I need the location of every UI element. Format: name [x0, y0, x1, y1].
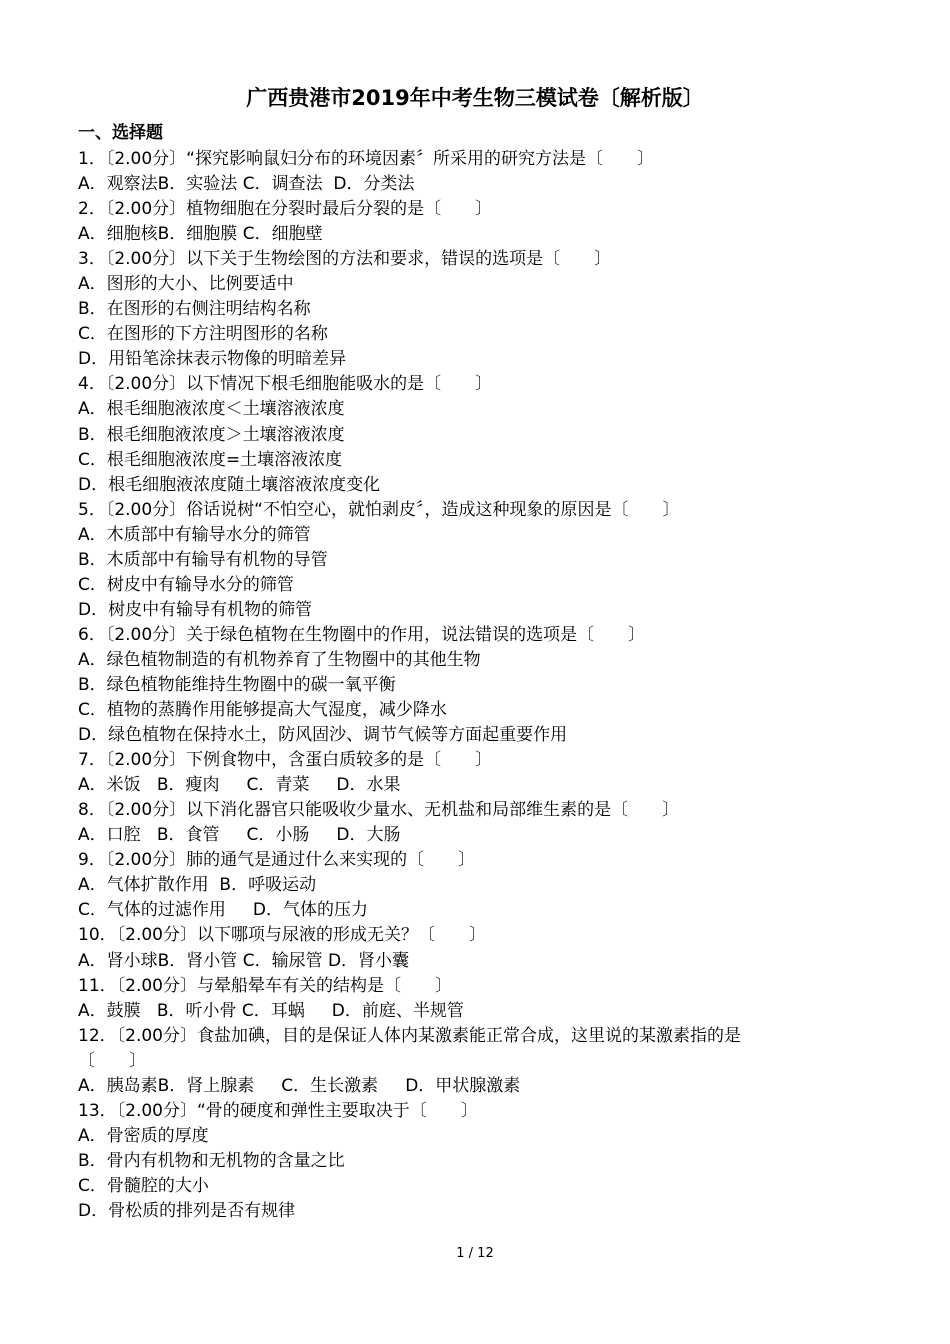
- option-line: A．鼓膜 B．听小骨 C．耳蜗 D．前庭、半规管: [78, 1000, 464, 1021]
- option-line: C．树皮中有输导水分的筛管: [78, 574, 294, 595]
- option-line: B．根毛细胞液浓度＞土壤溶液浓度: [78, 424, 345, 445]
- option-line: A．绿色植物制造的有机物养育了生物圈中的其他生物: [78, 649, 481, 670]
- option-line: D．用铅笔涂抹表示物像的明暗差异: [78, 349, 347, 370]
- option-line: A．气体扩散作用 B．呼吸运动: [78, 875, 317, 896]
- option-line: C．根毛细胞液浓度=土壤溶液浓度: [78, 449, 343, 470]
- question-line: 9．〔2.00分〕肺的通气是通过什么来实现的〔 〕: [78, 850, 476, 871]
- option-line: C．植物的蒸腾作用能够提高大气湿度，减少降水: [78, 700, 447, 721]
- option-line: A．口腔 B．食管 C．小肠 D．大肠: [78, 825, 401, 846]
- question-list: [78, 147, 888, 1224]
- section-heading: 一、选择题: [78, 123, 163, 143]
- option-line: B．木质部中有输导有机物的导管: [78, 549, 328, 570]
- question-line: 7．〔2.00分〕下例食物中，含蛋白质较多的是〔 〕: [78, 750, 493, 771]
- question-line-continued: 〔 〕: [78, 1050, 146, 1071]
- option-line: A．米饭 B．瘦肉 C．青菜 D．水果: [78, 775, 401, 796]
- option-line: A．肾小球B．肾小管 C．输尿管 D．肾小囊: [78, 950, 410, 971]
- option-line: D．骨松质的排列是否有规律: [78, 1200, 296, 1221]
- option-line: C．在图形的下方注明图形的名称: [78, 324, 328, 345]
- option-line: A．胰岛素B．肾上腺素 C．生长激素 D．甲状腺激素: [78, 1075, 521, 1096]
- option-line: D．绿色植物在保持水土，防风固沙、调节气候等方面起重要作用: [78, 725, 568, 746]
- option-line: D．树皮中有输导有机物的筛管: [78, 599, 313, 620]
- option-line: A．根毛细胞液浓度＜土壤溶液浓度: [78, 399, 345, 420]
- page-number: 1 / 12: [456, 1246, 494, 1261]
- question-line: 13．〔2.00分〕“骨的硬度和弹性主要取决于〔 〕: [78, 1100, 478, 1121]
- option-line: A．骨密质的厚度: [78, 1125, 209, 1146]
- question-line: 2．〔2.00分〕植物细胞在分裂时最后分裂的是〔 〕: [78, 199, 493, 220]
- question-line: 12．〔2.00分〕食盐加碘，目的是保证人体内某激素能正常合成，这里说的某激素指的是: [78, 1025, 741, 1046]
- question-line: 11．〔2.00分〕与晕船晕车有关的结构是〔 〕: [78, 975, 452, 996]
- option-line: A．木质部中有输导水分的筛管: [78, 524, 311, 545]
- option-line: C．气体的过滤作用 D．气体的压力: [78, 900, 368, 921]
- option-line: A．图形的大小、比例要适中: [78, 274, 294, 295]
- option-line: B．在图形的右侧注明结构名称: [78, 299, 311, 320]
- option-line: C．骨髓腔的大小: [78, 1175, 209, 1196]
- question-line: 3．〔2.00分〕以下关于生物绘图的方法和要求，错误的选项是〔 〕: [78, 249, 612, 270]
- option-line: D．根毛细胞液浓度随土壤溶液浓度变化: [78, 474, 381, 495]
- question-line: 4．〔2.00分〕以下情况下根毛细胞能吸水的是〔 〕: [78, 374, 493, 395]
- option-line: A．观察法B．实验法 C．调查法 D．分类法: [78, 174, 415, 195]
- question-line: 1．〔2.00分〕“探究影响鼠妇分布的环境因素〞所采用的研究方法是〔 〕: [78, 149, 654, 169]
- question-line: 10．〔2.00分〕以下哪项与尿液的形成无关？〔 〕: [78, 925, 486, 946]
- option-line: A．细胞核B．细胞膜 C．细胞壁: [78, 224, 323, 245]
- question-line: 5．〔2.00分〕俗话说树“不怕空心，就怕剥皮〞，造成这种现象的原因是〔 〕: [78, 499, 680, 520]
- option-line: B．绿色植物能维持生物圈中的碳一氧平衡: [78, 674, 396, 695]
- question-line: 8．〔2.00分〕以下消化器官只能吸收少量水、无机盐和局部维生素的是〔 〕: [78, 800, 680, 821]
- option-line: B．骨内有机物和无机物的含量之比: [78, 1150, 345, 1171]
- question-line: 6．〔2.00分〕关于绿色植物在生物圈中的作用，说法错误的选项是〔 〕: [78, 624, 646, 645]
- document-title: 广西贵港市2019年中考生物三模试卷〔解析版〕: [246, 86, 704, 110]
